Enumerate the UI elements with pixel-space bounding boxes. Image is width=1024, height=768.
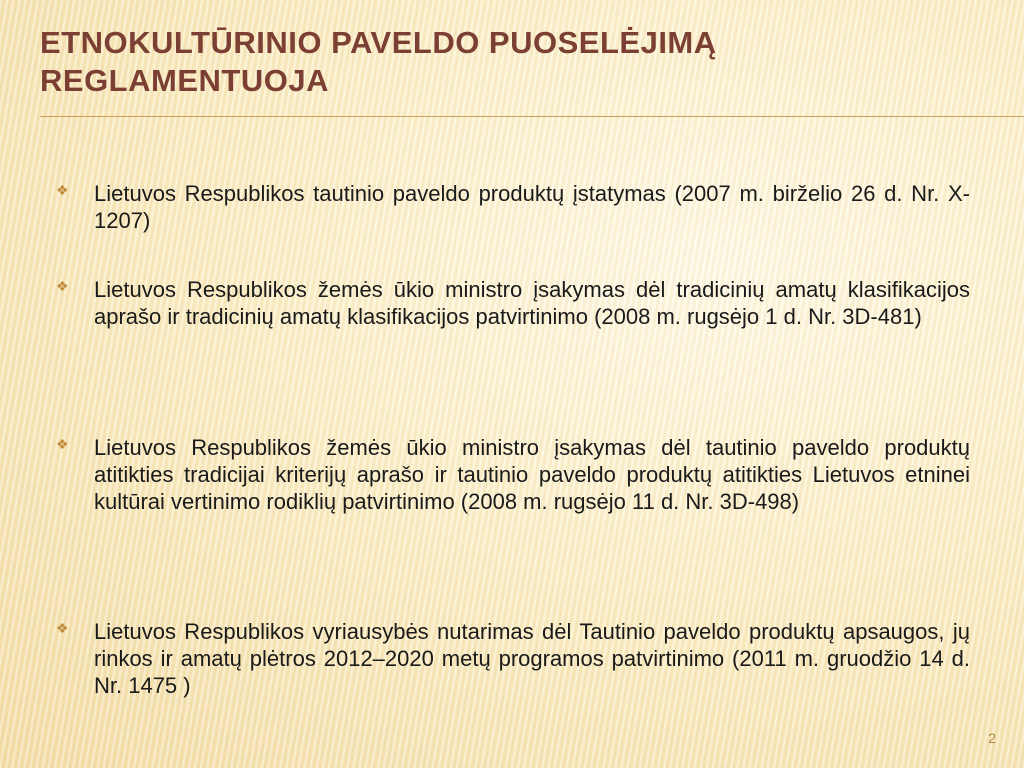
list-item (56, 618, 970, 699)
bullet-text: Lietuvos Respublikos žemės ūkio ministro įsakymas dėl tautinio paveldo produktų atitikties tradicijai kriterijų aprašo ir tautinio paveldo produktų atitikties Lietuvos etninei kultūrai vertinimo rodiklių patvirtinimo (2008 m. rugsėjo 11 d. Nr. 3D-498) (94, 435, 970, 514)
page-number: 2 (988, 730, 996, 746)
list-item (56, 180, 970, 234)
bullet-text: Lietuvos Respublikos tautinio paveldo produktų įstatymas (2007 m. birželio 26 d. Nr. X-1207) (94, 181, 970, 233)
title-divider (40, 116, 1024, 117)
diamond-star-icon: ❖ (56, 182, 69, 198)
slide-title: ETNOKULTŪRINIO PAVELDO PUOSELĖJIMĄ REGLAMENTUOJA (40, 25, 717, 98)
diamond-star-icon: ❖ (56, 620, 69, 636)
diamond-star-icon: ❖ (56, 278, 69, 294)
bullet-text: Lietuvos Respublikos žemės ūkio ministro įsakymas dėl tradicinių amatų klasifikacijos aprašo ir tradicinių amatų klasifikacijos patvirtinimo (2008 m. rugsėjo 1 d. Nr. 3D-481) (94, 277, 970, 329)
list-item (56, 434, 970, 515)
diamond-star-icon: ❖ (56, 436, 69, 452)
bullet-text: Lietuvos Respublikos vyriausybės nutarimas dėl Tautinio paveldo produktų apsaugos, jų rinkos ir amatų plėtros 2012–2020 metų programos patvirtinimo (2011 m. gruodžio 14 d. Nr. 1475 ) (94, 619, 970, 698)
list-item (56, 276, 970, 330)
